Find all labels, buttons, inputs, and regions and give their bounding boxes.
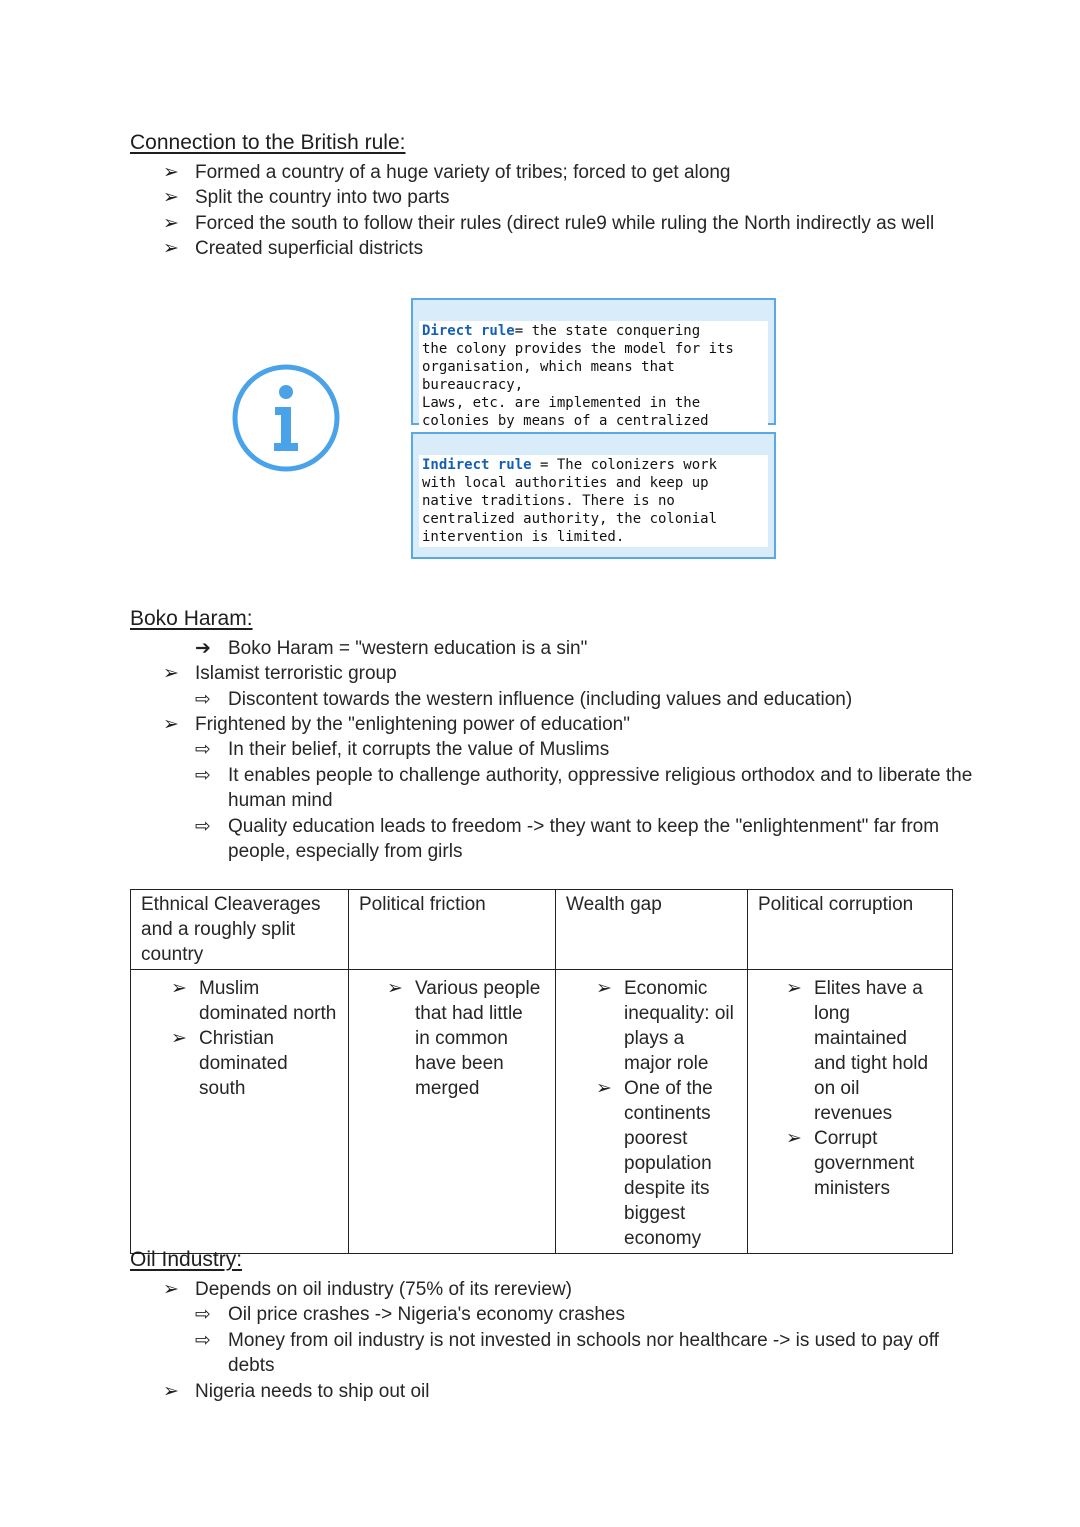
sub-arrow-icon: ⇨ (195, 816, 211, 837)
boko-sub-2: ⇨ In their belief, it corrupts the value of Muslims (195, 739, 610, 760)
direct-rule-box (411, 298, 776, 429)
boko-bullet-1: ➢ Islamist terroristic group (163, 663, 397, 684)
boko-sub-4: ⇨ Quality education leads to freedom -> they want to keep the "enlightenment" far from (195, 816, 940, 837)
bullet-icon: ➢ (786, 1128, 802, 1149)
table-header-row (131, 890, 953, 970)
oil-bullet-2: ➢ Nigeria needs to ship out oil (163, 1381, 430, 1402)
british-bullet-2: ➢ Split the country into two parts (163, 187, 450, 208)
oil-sub-2-cont: debts (228, 1355, 275, 1376)
boko-sub-1: ⇨ Discontent towards the western influence (including values and education) (195, 689, 853, 710)
indirect-rule-term: Indirect rule (422, 457, 532, 473)
bullet-icon: ➢ (786, 978, 802, 999)
bullet-icon: ➢ (163, 714, 179, 735)
table-row (131, 970, 953, 1254)
cell-ethnic (131, 970, 349, 1254)
bullet-icon: ➢ (171, 978, 187, 999)
sub-arrow-icon: ⇨ (195, 765, 211, 786)
sub-arrow-icon: ⇨ (195, 689, 211, 710)
cell-political-friction (349, 970, 556, 1254)
british-bullet-3: ➢ Forced the south to follow their rules (direct rule9 while ruling the North indirectly as well (163, 213, 935, 234)
header-political-friction: Political friction (349, 890, 556, 970)
bullet-icon: ➢ (163, 162, 179, 183)
bullet-icon: ➢ (163, 1279, 179, 1300)
factors-table (130, 889, 953, 1254)
british-bullet-1: ➢ Formed a country of a huge variety of tribes; forced to get along (163, 162, 731, 183)
direct-rule-term: Direct rule (422, 323, 515, 339)
direct-rule-text: Direct rule= the state conquering the colony provides the model for its organisation, which means that bureaucracy, Laws, etc. are implemented in the colonies by means of a centralized (419, 321, 768, 449)
list-item: ➢ Muslim dominated north (171, 978, 337, 1024)
cell-political-corruption (748, 970, 953, 1254)
boko-bullet-2: ➢ Frightened by the "enlightening power of education" (163, 714, 630, 735)
header-wealth-gap: Wealth gap (556, 890, 748, 970)
bullet-icon: ➢ (171, 1028, 187, 1049)
indirect-rule-box (411, 432, 776, 559)
list-item: ➢ One of the continents poorest population despite its biggest economy (596, 1078, 713, 1249)
boko-sub-3-cont: human mind (228, 790, 333, 811)
sub-arrow-icon: ⇨ (195, 739, 211, 760)
list-item: ➢ Christian dominated south (171, 1028, 288, 1099)
list-item: ➢ Various people that had little in common have been merged (387, 978, 541, 1099)
boko-arrow-line: ➔ Boko Haram = "western education is a sin" (195, 638, 588, 659)
header-political-corruption: Political corruption (748, 890, 953, 970)
oil-bullet-1: ➢ Depends on oil industry (75% of its rereview) (163, 1279, 573, 1300)
bullet-icon: ➢ (163, 663, 179, 684)
bullet-icon: ➢ (163, 213, 179, 234)
sub-arrow-icon: ⇨ (195, 1304, 211, 1325)
oil-sub-1: ⇨ Oil price crashes -> Nigeria's economy crashes (195, 1304, 625, 1325)
british-bullet-4: ➢ Created superficial districts (163, 238, 424, 259)
arrow-icon: ➔ (195, 638, 211, 659)
sub-arrow-icon: ⇨ (195, 1330, 211, 1351)
british-rule-heading: Connection to the British rule: (130, 131, 406, 154)
list-item: ➢ Elites have a long maintained and tight hold on oil revenues (786, 978, 929, 1124)
bullet-icon: ➢ (596, 1078, 612, 1099)
bullet-icon: ➢ (163, 187, 179, 208)
list-item: ➢ Economic inequality: oil plays a major role (596, 978, 734, 1074)
boko-sub-3: ⇨ It enables people to challenge authority, oppressive religious orthodox and to liberate the (195, 765, 973, 786)
cell-wealth-gap (556, 970, 748, 1254)
bullet-icon: ➢ (387, 978, 403, 999)
header-ethnic: Ethnical Cleaverages and a roughly split country (131, 890, 349, 970)
boko-sub-4-cont: people, especially from girls (228, 841, 463, 862)
list-item: ➢ Corrupt government ministers (786, 1128, 915, 1199)
boko-haram-heading: Boko Haram: (130, 607, 253, 630)
oil-sub-2: ⇨ Money from oil industry is not invested in schools nor healthcare -> is used to pay off (195, 1330, 939, 1351)
bullet-icon: ➢ (596, 978, 612, 999)
bullet-icon: ➢ (163, 1381, 179, 1402)
indirect-rule-text: Indirect rule = The colonizers work with local authorities and keep up native traditions. There is no centralized authority, the colonial intervention is limited. (419, 455, 768, 547)
oil-industry-heading: Oil Industry: (130, 1248, 243, 1271)
info-icon (231, 363, 341, 473)
bullet-icon: ➢ (163, 238, 179, 259)
